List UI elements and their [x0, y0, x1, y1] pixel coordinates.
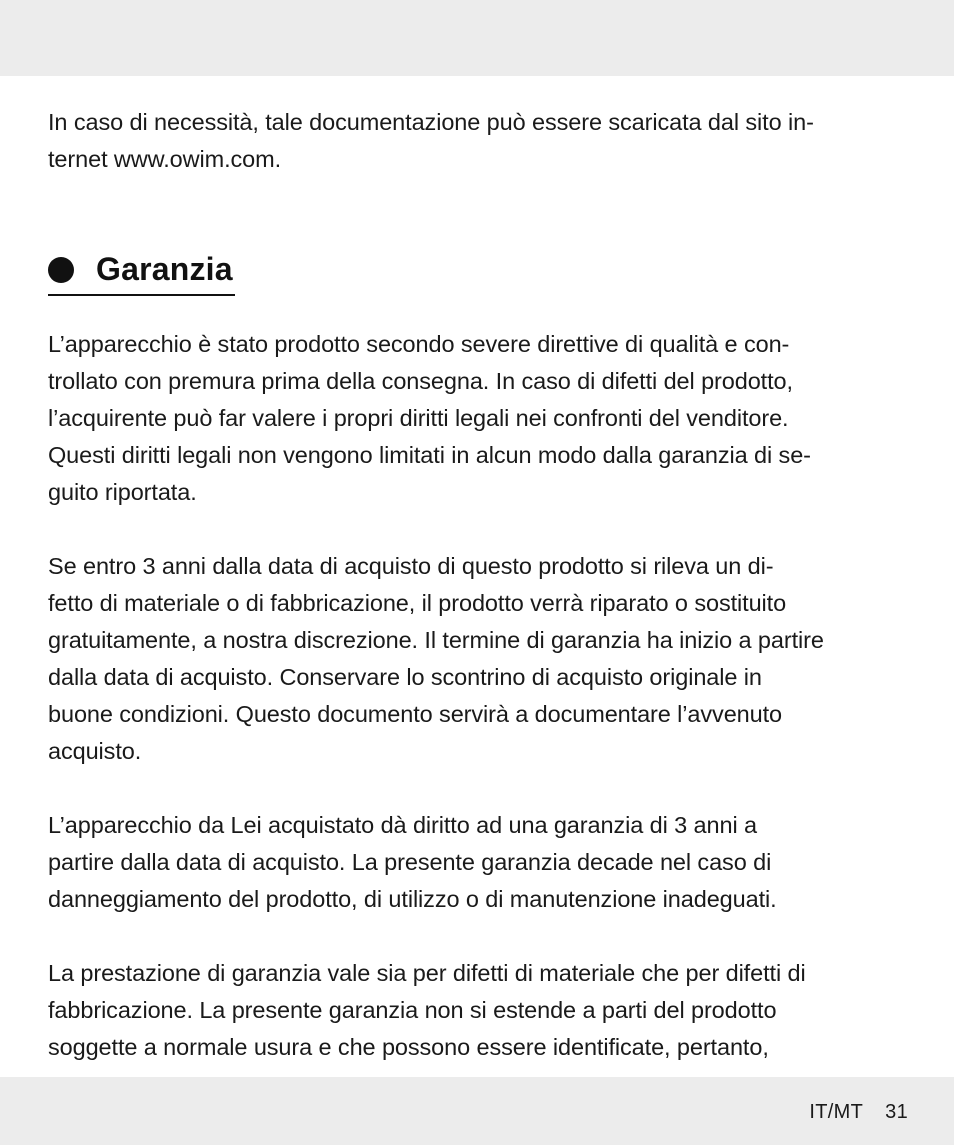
page-footer	[809, 1101, 908, 1124]
text-line: Questi diritti legali non vengono limitati in alcun modo dalla garanzia di se-	[48, 442, 811, 468]
text-line: dalla data di acquisto. Conservare lo scontrino di acquisto originale in	[48, 664, 762, 690]
text-line: In caso di necessità, tale documentazione può essere scaricata dal sito in-	[48, 109, 814, 135]
text-line: L’apparecchio è stato prodotto secondo severe direttive di qualità e con-	[48, 331, 790, 357]
warranty-paragraph-4	[48, 955, 910, 1066]
warranty-paragraph-2	[48, 548, 910, 770]
text-line: partire dalla data di acquisto. La presente garanzia decade nel caso di	[48, 849, 772, 875]
section-title: Garanzia	[96, 250, 233, 287]
text-line: Se entro 3 anni dalla data di acquisto di questo prodotto si rileva un di-	[48, 553, 774, 579]
warranty-paragraph-1	[48, 326, 910, 511]
intro-paragraph	[48, 104, 910, 178]
language-code: IT/MT	[809, 1101, 864, 1123]
text-line: gratuitamente, a nostra discrezione. Il termine di garanzia ha inizio a partire	[48, 627, 824, 653]
text-line: La prestazione di garanzia vale sia per difetti di materiale che per difetti di	[48, 960, 806, 986]
text-line: acquisto.	[48, 738, 142, 764]
text-line: soggette a normale usura e che possono essere identificate, pertanto,	[48, 1034, 769, 1060]
text-line: ternet www.owim.com.	[48, 146, 282, 172]
text-line: buone condizioni. Questo documento servirà a documentare l’avvenuto	[48, 701, 782, 727]
text-line: fetto di materiale o di fabbricazione, il prodotto verrà riparato o sostituito	[48, 590, 787, 616]
text-line: guito riportata.	[48, 479, 197, 505]
text-line: trollato con premura prima della consegna. In caso di difetti del prodotto,	[48, 368, 793, 394]
page-header-band	[0, 0, 954, 76]
section-heading	[48, 244, 235, 296]
page-number: 31	[885, 1101, 908, 1123]
text-line: l’acquirente può far valere i propri diritti legali nei confronti del venditore.	[48, 405, 789, 431]
warranty-paragraph-3	[48, 807, 910, 918]
text-line: L’apparecchio da Lei acquistato dà diritto ad una garanzia di 3 anni a	[48, 812, 757, 838]
text-line: fabbricazione. La presente garanzia non si estende a parti del prodotto	[48, 997, 777, 1023]
bullet-icon	[48, 257, 74, 283]
text-line: danneggiamento del prodotto, di utilizzo o di manutenzione inadeguati.	[48, 886, 777, 912]
